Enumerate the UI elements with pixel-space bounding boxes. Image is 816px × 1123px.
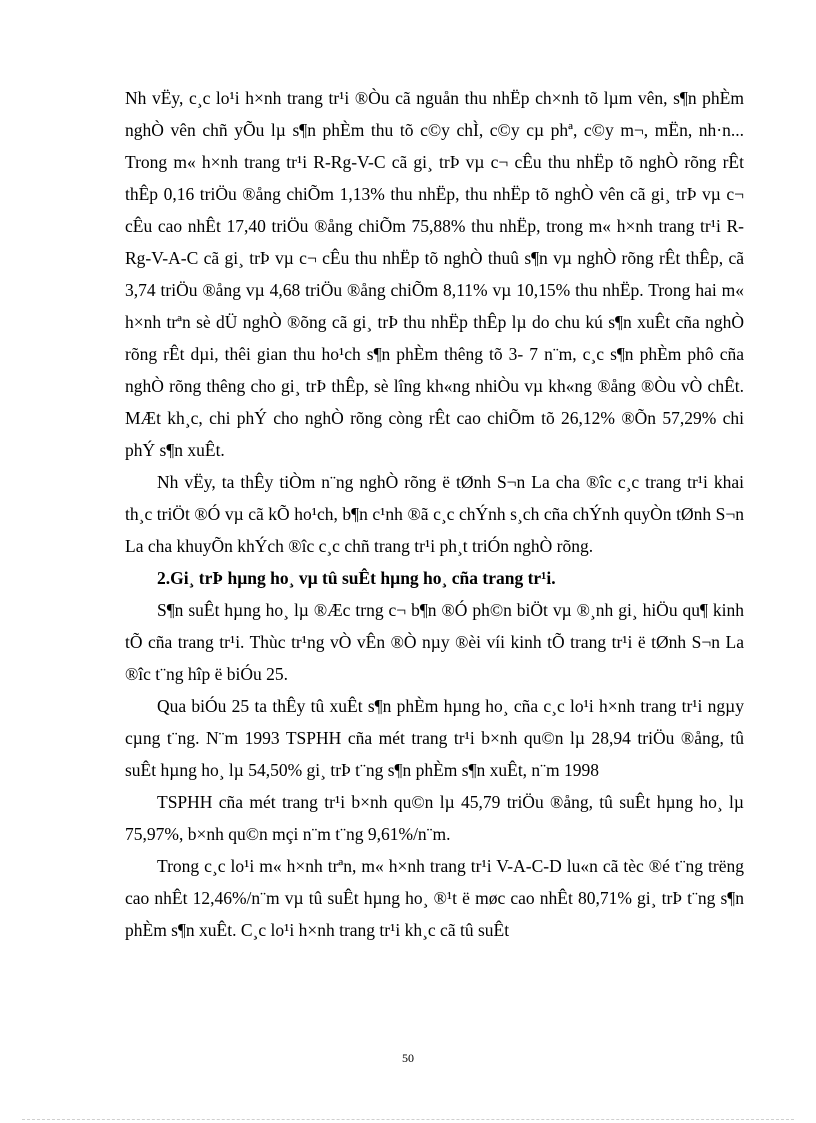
paragraph-2: Nh vËy, ta thÊy tiÒm n¨ng nghÒ rõng ë tØnh S¬n La cha ®îc c¸c trang tr¹i khai th¸c triÖt ®Ó vµ cã kÕ ho¹ch, b¶n c¹nh ®ã c¸c chÝnh s¸ch cña chÝnh quyÒn tØnh S¬n La cha khuyÕn khÝch ®îc c¸c chñ trang tr¹i ph¸t triÓn nghÒ rõng.	[125, 472, 744, 556]
section-heading: 2.Gi¸ trÞ hµng ho¸ vµ tû suÊt hµng ho¸ cña trang tr¹i.	[157, 568, 556, 588]
paragraph-5: TSPHH cña mét trang tr¹i b×nh qu©n lµ 45,79 triÖu ®ång, tû suÊt hµng ho¸ lµ 75,97%, b×nh qu©n mçi n¨m t¨ng 9,61%/n¨m.	[125, 792, 744, 844]
paragraph-3: S¶n suÊt hµng ho¸ lµ ®Æc trng c¬ b¶n ®Ó ph©n biÖt vµ ®¸nh gi¸ hiÖu qu¶ kinh tÕ cña trang tr¹i. Thùc tr¹ng vÒ vÊn ®Ò nµy ®èi víi kinh tÕ trang tr¹i ë tØnh S¬n La ®îc t¨ng hîp ë biÓu 25.	[125, 600, 744, 684]
document-body	[125, 82, 744, 946]
paragraph-6: Trong c¸c lo¹i m« h×nh trªn, m« h×nh trang tr¹i V-A-C-D lu«n cã tèc ®é t¨ng trëng cao nhÊt 12,46%/n¨m vµ tû suÊt hµng ho¸ ®¹t ë møc cao nhÊt 80,71% gi¸ trÞ t¨ng s¶n phÈm s¶n xuÊt. C¸c lo¹i h×nh trang tr¹i kh¸c cã tû suÊt	[125, 856, 744, 940]
page-number: 50	[402, 1051, 414, 1065]
paragraph-4: Qua biÓu 25 ta thÊy tû xuÊt s¶n phÈm hµng ho¸ cña c¸c lo¹i h×nh trang tr¹i ngµy cµng t¨ng. N¨m 1993 TSPHH cña mét trang tr¹i b×nh qu©n lµ 28,94 triÖu ®ång, tû suÊt hµng ho¸ lµ 54,50% gi¸ trÞ t¨ng s¶n phÈm s¶n xuÊt, n¨m 1998	[125, 696, 744, 780]
paragraph-1: Nh vËy, c¸c lo¹i h×nh trang tr¹i ®Òu cã nguån thu nhËp ch×nh tõ lµm vên, s¶n phÈm nghÒ vên chñ yÕu lµ s¶n phÈm thu tõ c©y chÌ, c©y cµ phª, c©y m¬, mËn, nh·n... Trong m« h×nh trang tr¹i R-Rg-V-C cã gi¸ trÞ vµ c¬ cÊu thu nhËp tõ nghÒ rõng rÊt thÊp 0,16 triÖu ®ång chiÕm 1,13% thu nhËp, thu nhËp tõ nghÒ vên cã gi¸ trÞ vµ c¬ cÊu cao nhÊt 17,40 triÖu ®ång chiÕm 75,88% thu nhËp, trong m« h×nh trang tr¹i R-Rg-V-A-C cã gi¸ trÞ vµ c¬ cÊu thu nhËp tõ nghÒ thuû s¶n vµ nghÒ rõng rÊt thÊp, cã 3,74 triÖu ®ång vµ 4,68 triÖu ®ång chiÕm 8,11% vµ 10,15% thu nhËp. Trong hai m« h×nh trªn sè dÜ nghÒ ®õng cã gi¸ trÞ thu nhËp thÊp lµ do chu kú s¶n xuÊt cña nghÒ rõng rÊt dµi, thêi gian thu ho¹ch s¶n phÈm thêng tõ 3- 7 n¨m, c¸c s¶n phÈm phô cña nghÒ rõng thêng cho gi¸ trÞ thÊp, sè lîng kh«ng nhiÒu vµ kh«ng ®ång ®Òu vÒ chÊt. MÆt kh¸c, chi phÝ cho nghÒ rõng còng rÊt cao chiÕm tõ 26,12% ®Õn 57,29% chi phÝ s¶n xuÊt.	[125, 88, 744, 460]
page-bottom-divider	[22, 1119, 794, 1120]
